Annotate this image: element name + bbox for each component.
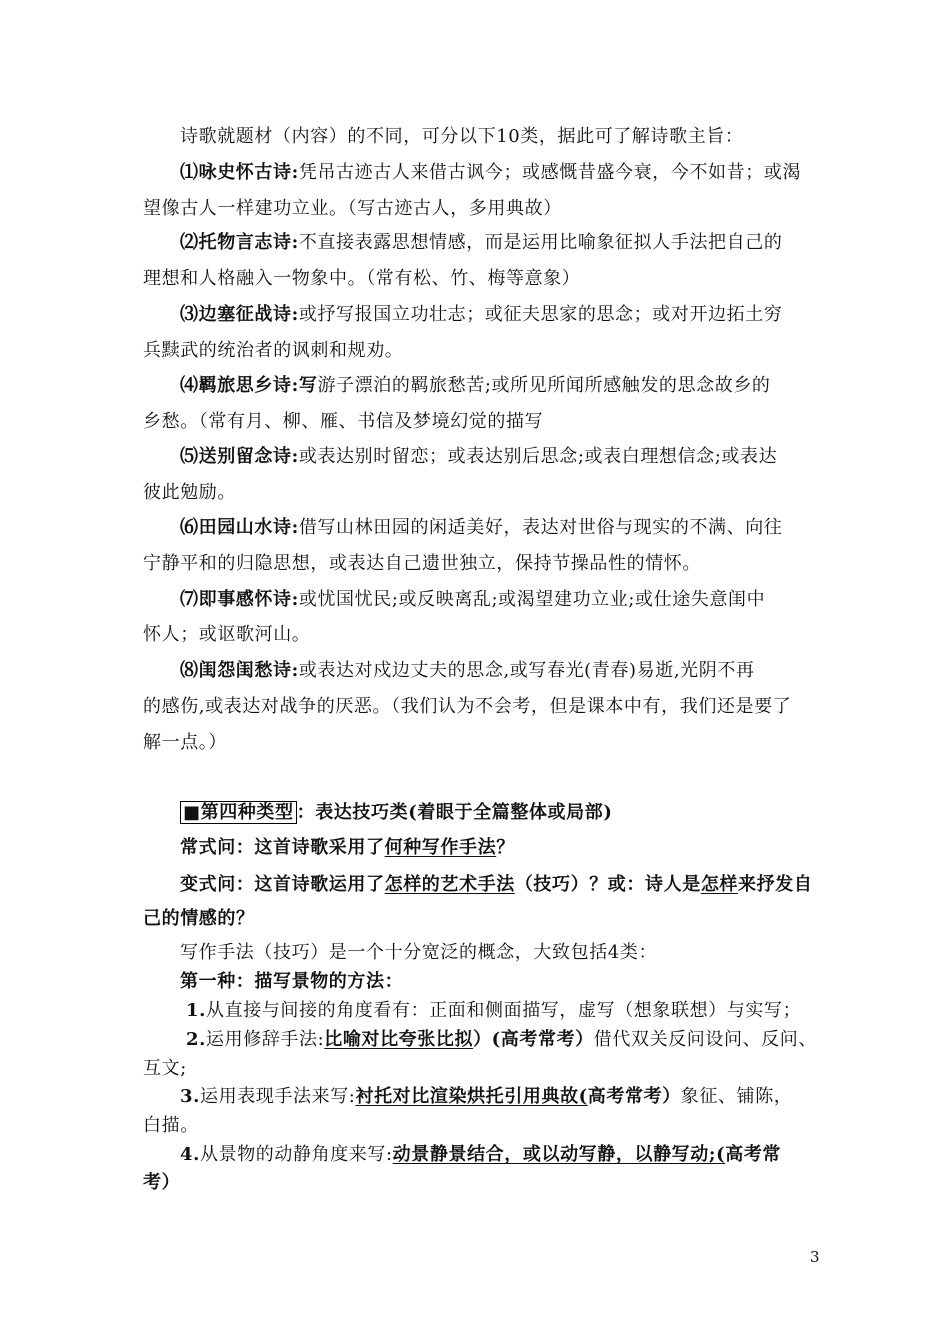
item-title: ⑸送别留念诗:	[180, 446, 299, 467]
item-6-cont: 宁静平和的归隐思想，或表达自己遗世独立，保持节操品性的情怀。	[143, 553, 701, 574]
item-7	[180, 587, 860, 613]
method-text: 借代双关反问设问、反问、	[593, 1029, 817, 1050]
item-text: 不直接表露思想情感，而是运用比喻象征拟人手法把自己的	[298, 232, 783, 253]
method-note: ）(高考常考）	[473, 1029, 594, 1050]
method-underline: 衬托对比渲染烘托引用典故(	[355, 1086, 588, 1107]
method-1	[186, 998, 866, 1024]
item-title: ⑶边塞征战诗:	[180, 304, 299, 325]
method-underline: 动景静景结合，或以动写静，以静写动;(	[392, 1144, 726, 1165]
method-4-cont: 考）	[143, 1172, 181, 1193]
item-4	[180, 373, 860, 399]
method-text: 运用表现手法来写:	[200, 1086, 356, 1107]
method-underline: 比喻对比夸张比拟	[324, 1029, 474, 1050]
item-8-cont: 的感伤,或表达对战争的厌恶。（我们认为不会考，但是课本中有，我们还是要了	[143, 696, 792, 717]
method-4	[180, 1142, 860, 1168]
item-3-cont: 兵黩武的统治者的讽刺和规劝。	[143, 340, 404, 361]
item-title: ⑹田园山水诗:	[180, 517, 299, 538]
section-title: ：表达技巧类(着眼于全篇整体或局部)	[296, 802, 613, 823]
item-title: ⑴咏史怀古诗:	[180, 162, 299, 183]
item-text: 借写山林田园的闲适美好，表达对世俗与现实的不满、向往	[298, 517, 783, 538]
item-2	[180, 230, 860, 256]
page-number: 3	[810, 1248, 820, 1266]
method-number: 1.	[186, 1000, 206, 1021]
method-3	[180, 1084, 860, 1110]
method-text: 象征、铺陈，	[680, 1086, 793, 1107]
method-text: 运用修辞手法:	[206, 1029, 325, 1050]
item-2-cont: 理想和人格融入一物象中。（常有松、竹、梅等意象）	[143, 268, 581, 289]
method-number: 4.	[180, 1144, 200, 1165]
method-2	[186, 1027, 866, 1053]
item-title: ⑺即事感怀诗:	[180, 589, 299, 610]
item-title: ⑻闺怨闺愁诗:	[180, 660, 299, 681]
item-title: ⑵托物言志诗:	[180, 232, 299, 253]
paragraph-techniques: 写作手法（技巧）是一个十分宽泛的概念，大致包括4类：	[180, 942, 658, 963]
q-underline: 怎样	[700, 874, 739, 895]
q-text: 变式问：这首诗歌运用了	[180, 874, 385, 895]
section-box: ■第四种类型	[180, 801, 297, 824]
method-text: 从直接与间接的角度看有：正面和侧面描写，虚写（想象联想）与实写；	[206, 1000, 802, 1021]
item-1	[180, 160, 860, 186]
item-text: 或忧国忧民;或反映离乱;或渴望建功立业;或仕途失意闺中	[298, 589, 766, 610]
intro-paragraph: 诗歌就题材（内容）的不同，可分以下10类，据此可了解诗歌主旨：	[180, 126, 744, 147]
question-variant-cont: 己的情感的？	[143, 908, 255, 929]
q-underline: 怎样的艺术手法	[384, 874, 515, 895]
method-number: 3.	[180, 1086, 200, 1107]
section-heading	[180, 800, 860, 826]
item-text: 或表达对戍边丈夫的思念,或写春光(青春)易逝,光阴不再	[298, 660, 755, 681]
item-8	[180, 658, 860, 684]
method-note: 高考常考）	[587, 1086, 681, 1107]
item-5-cont: 彼此勉励。	[143, 482, 236, 503]
item-5	[180, 444, 860, 470]
q-underline: 何种写作手法	[384, 837, 497, 858]
item-4-cont: 乡愁。（常有月、柳、雁、书信及梦境幻觉的描写	[143, 411, 544, 432]
item-text: 游子漂泊的羁旅愁苦;或所见所闻所感触发的思念故乡的	[317, 375, 771, 396]
item-3	[180, 302, 860, 328]
method-3-cont: 白描。	[143, 1115, 199, 1136]
item-6	[180, 515, 860, 541]
question-variant	[180, 872, 860, 898]
q-text: 来抒发自	[738, 874, 813, 895]
method-number: 2.	[186, 1029, 206, 1050]
item-8-cont2: 解一点。）	[143, 732, 227, 753]
subheading-first: 第一种：描写景物的方法：	[180, 971, 404, 992]
q-text: （技巧）？或：诗人是	[514, 874, 701, 895]
method-2-cont: 互文;	[143, 1058, 187, 1079]
method-text: 从景物的动静角度来写:	[200, 1144, 393, 1165]
item-1-cont: 望像古人一样建功立业。（写古迹古人，多用典故）	[143, 198, 562, 219]
item-text: 凭吊古迹古人来借古讽今；或感慨昔盛今衰，今不如昔；或渴	[298, 162, 802, 183]
q-text: 常式问：这首诗歌采用了	[180, 837, 385, 858]
item-7-cont: 怀人；或讴歌河山。	[143, 624, 311, 645]
item-text: 或抒写报国立功壮志；或征夫思家的思念；或对开边拓土穷	[298, 304, 783, 325]
question-standard	[180, 835, 860, 861]
item-text: 或表达别时留恋；或表达别后思念;或表白理想信念;或表达	[298, 446, 778, 467]
method-note: 高考常	[725, 1144, 782, 1165]
q-text: ？	[496, 837, 515, 858]
item-title: ⑷羁旅思乡诗:写	[180, 375, 318, 396]
